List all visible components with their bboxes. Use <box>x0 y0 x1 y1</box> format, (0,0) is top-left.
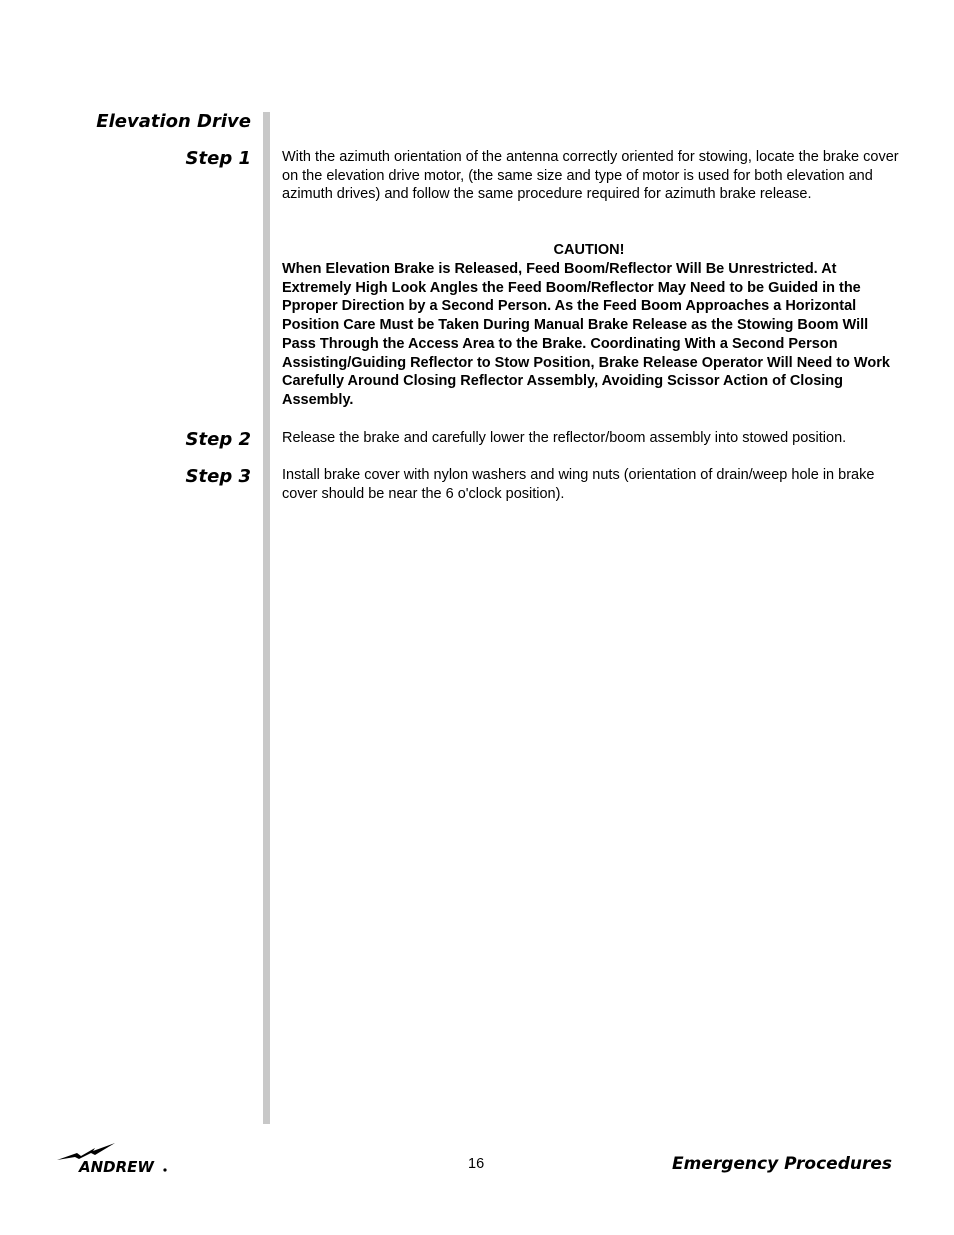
page-number: 16 <box>468 1156 485 1172</box>
caution-text: When Elevation Brake is Released, Feed Boom/Reflector Will Be Unrestricted. At Extremely High Look Angles the Feed Boom/Reflector May Need to be Guided in the Pproper Direction by a Second Person. As the Feed Boom Approaches a Horizontal Position Care Must be Taken During Manual Brake Release as the Stowing Boom Will Pass Through the Access Area to the Brake. Coordinating With a Second Person Assisting/Guiding Reflector to Stow Position, Brake Release Operator Will Need to Work Carefully Around Closing Reflector Assembly, Avoiding Scissor Action of Closing Assembly. <box>282 261 890 408</box>
step-3-text: Install brake cover with nylon washers and wing nuts (orientation of drain/weep hole in brake cover should be near the 6 o'clock position). <box>282 467 875 502</box>
section-heading: Elevation Drive <box>96 111 251 132</box>
logo-text: ANDREW <box>79 1158 154 1176</box>
vertical-divider-bar <box>263 112 270 1124</box>
step-2-label: Step 2 <box>185 429 251 450</box>
step-1-label: Step 1 <box>185 148 251 169</box>
andrew-logo <box>55 1140 170 1176</box>
step-3-label: Step 3 <box>185 466 251 487</box>
footer-section-title: Emergency Procedures <box>671 1154 892 1174</box>
caution-title: CAUTION! <box>553 242 625 258</box>
step-1-text: With the azimuth orientation of the antenna correctly oriented for stowing, locate the brake cover on the elevation drive motor, (the same size and type of motor is used for both elevation and azimuth drives) and follow the same procedure required for azimuth brake release. <box>282 149 899 203</box>
step-2-text: Release the brake and carefully lower the reflector/boom assembly into stowed position. <box>282 430 847 446</box>
